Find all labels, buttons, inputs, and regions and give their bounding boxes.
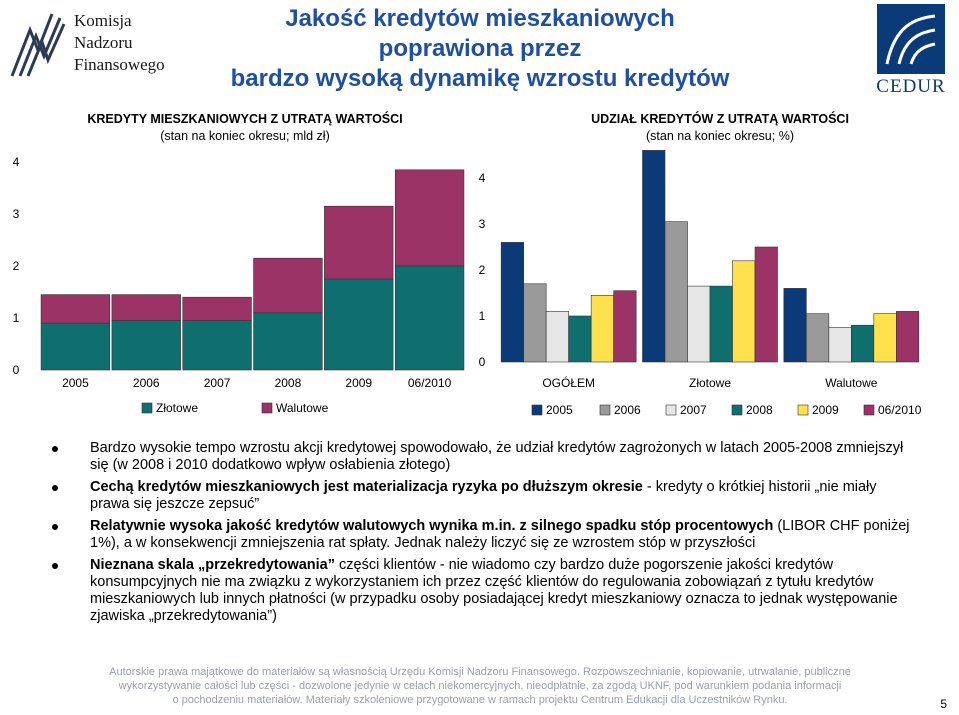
chart2-bar-2009 [733, 261, 756, 362]
chart2-x-tick-label: OGÓŁEM [542, 376, 596, 390]
chart2-bar-2007 [546, 311, 569, 362]
chart1-y-tick-label: 1 [12, 311, 20, 325]
chart2-y-tick-label: 0 [478, 355, 486, 369]
chart2-bar-2006 [806, 314, 829, 362]
chart2-legend-swatch [666, 405, 676, 415]
chart1-legend-label: Walutowe [276, 401, 329, 415]
chart2-bar-2007 [829, 328, 852, 363]
chart2-bar-2005 [643, 150, 666, 362]
bullet-list [48, 440, 918, 630]
chart2-legend-swatch [532, 405, 542, 415]
chart2-bar-06-2010 [755, 247, 778, 362]
chart1-title: KREDYTY MIESZKANIOWYCH Z UTRATĄ WARTOŚCI [87, 112, 403, 126]
chart1-y-tick-label: 0 [12, 363, 20, 377]
bullet-item [48, 479, 918, 513]
knf-logo-line: Komisja [74, 11, 132, 30]
chart2-y-tick-label: 3 [478, 217, 486, 231]
bullet-text: Bardzo wysokie tempo wzrostu akcji kredytowej spowodowało, że udział kredytów zagrożonych w latach 2005-2008 zmniejszył się (w 2008 i 2010 dodatkowo wpływ osłabienia złotego) [90, 440, 904, 473]
chart2-bar-2008 [710, 286, 733, 362]
chart2-bar-2008 [851, 325, 874, 362]
chart1-x-tick-label: 2008 [274, 376, 302, 390]
bullet-item [48, 518, 918, 552]
slide-title-line: Jakość kredytów mieszkaniowych [285, 5, 675, 32]
chart2-title: UDZIAŁ KREDYTÓW Z UTRATĄ WARTOŚCI [591, 112, 849, 126]
bullet-text: (LIBOR CHF poniżej 1%), a w konsekwencji zmniejszenia rat spłaty. Jednak należy liczyć się ze wzrostem stóp w przyszłości [90, 518, 910, 551]
footer-line: wykorzystywanie całości lub części - dozwolone jedynie w celach niekomercyjnych, nieodpłatnie, za zgodą UKNF, pod warunkiem podania informacji [118, 680, 842, 692]
chart2-legend-label: 2007 [680, 403, 707, 417]
chart2-y-tick-label: 4 [478, 171, 486, 185]
bullet-text: Relatywnie wysoka jakość kredytów walutowych wynika m.in. z silnego spadku stóp procentowych [90, 518, 774, 534]
chart1-y-tick-label: 4 [12, 155, 20, 169]
chart2-legend-swatch [864, 405, 874, 415]
cedur-logo-text: CEDUR [876, 76, 946, 97]
chart2-bar-2005 [784, 288, 807, 362]
chart2-legend-label: 06/2010 [878, 403, 922, 417]
chart2-legend-label: 2009 [812, 403, 839, 417]
chart2-bar-2008 [569, 316, 592, 362]
bullet-text: - kredyty o krótkiej historii „nie miały prawa się jeszcze zepsuć” [90, 479, 877, 512]
chart1-x-tick-label: 2005 [62, 376, 89, 390]
chart2-bar-2006 [665, 222, 688, 362]
chart2-y-tick-label: 1 [478, 309, 486, 323]
chart1-x-tick-label: 2006 [132, 376, 160, 390]
page-number: 5 [940, 697, 947, 711]
chart2-bar-2009 [591, 295, 614, 362]
chart1-x-tick-label: 2009 [345, 376, 373, 390]
chart2-legend-swatch [732, 405, 742, 415]
chart2-legend-swatch [600, 405, 610, 415]
chart1-y-tick-label: 3 [12, 207, 20, 221]
footer-line: o pochodzeniu materiałów. Materiały szkoleniowe przygotowane w ramach projektu Centrum Edukacji dla Uczestników Rynku. [172, 694, 788, 706]
bullet-text: części klientów - nie wiadomo czy bardzo duże pogorszenie jakości kredytów konsumpcyjnych nie ma związku z wykorzystaniem ich przez część klientów do regulowania zobowiązań z tytułu kredytów mieszkaniowych lub innych płatności (w przypadku osoby posiadającej kredyt mieszkaniowy oznacza to jednak występowanie zjawiska „przekredytowania”) [90, 557, 898, 624]
chart1-y-tick-label: 2 [12, 259, 20, 273]
bullet-text: Nieznana skala „przekredytowania” [90, 557, 335, 573]
chart2-legend-label: 2005 [546, 403, 573, 417]
chart2-legend-swatch [798, 405, 808, 415]
knf-logo-line: Finansowego [74, 55, 165, 74]
chart1-x-tick-label: 2007 [203, 376, 231, 390]
chart2-legend-label: 2008 [746, 403, 773, 417]
chart2-bar-06-2010 [614, 291, 637, 362]
chart2-bar-2006 [524, 284, 547, 362]
bullet-text: Cechą kredytów mieszkaniowych jest materializacja ryzyka po dłuższym okresie [90, 479, 643, 495]
chart1-x-tick-label: 06/2010 [407, 376, 452, 390]
copyright-footer [40, 665, 920, 707]
chart2-bar-06-2010 [896, 311, 919, 362]
chart1-legend-label: Złotowe [156, 401, 199, 415]
slide-title-line: poprawiona przez [378, 35, 582, 62]
chart1-subtitle: (stan na koniec okresu; mld zł) [160, 129, 330, 143]
chart2-bar-2009 [874, 314, 897, 362]
chart2-subtitle: (stan na koniec okresu; %) [646, 129, 794, 143]
chart2-y-tick-label: 2 [478, 263, 486, 277]
bullet-item [48, 557, 918, 625]
footer-line: Autorskie prawa majątkowe do materiałów są własnością Urzędu Komisji Nadzoru Finansowego. Rozpowszechnianie, kopiowanie, utrwalanie, publiczne [109, 666, 851, 678]
chart2-bar-2007 [688, 286, 711, 362]
bullet-item [48, 440, 918, 474]
chart2-x-tick-label: Walutowe [825, 376, 878, 390]
slide-title-line: bardzo wysoką dynamikę wzrostu kredytów [230, 65, 730, 92]
knf-logo-line: Nadzoru [74, 33, 133, 52]
chart2-x-tick-label: Złotowe [688, 376, 732, 390]
chart2-bar-2005 [501, 242, 523, 362]
chart2-legend-label: 2006 [614, 403, 641, 417]
